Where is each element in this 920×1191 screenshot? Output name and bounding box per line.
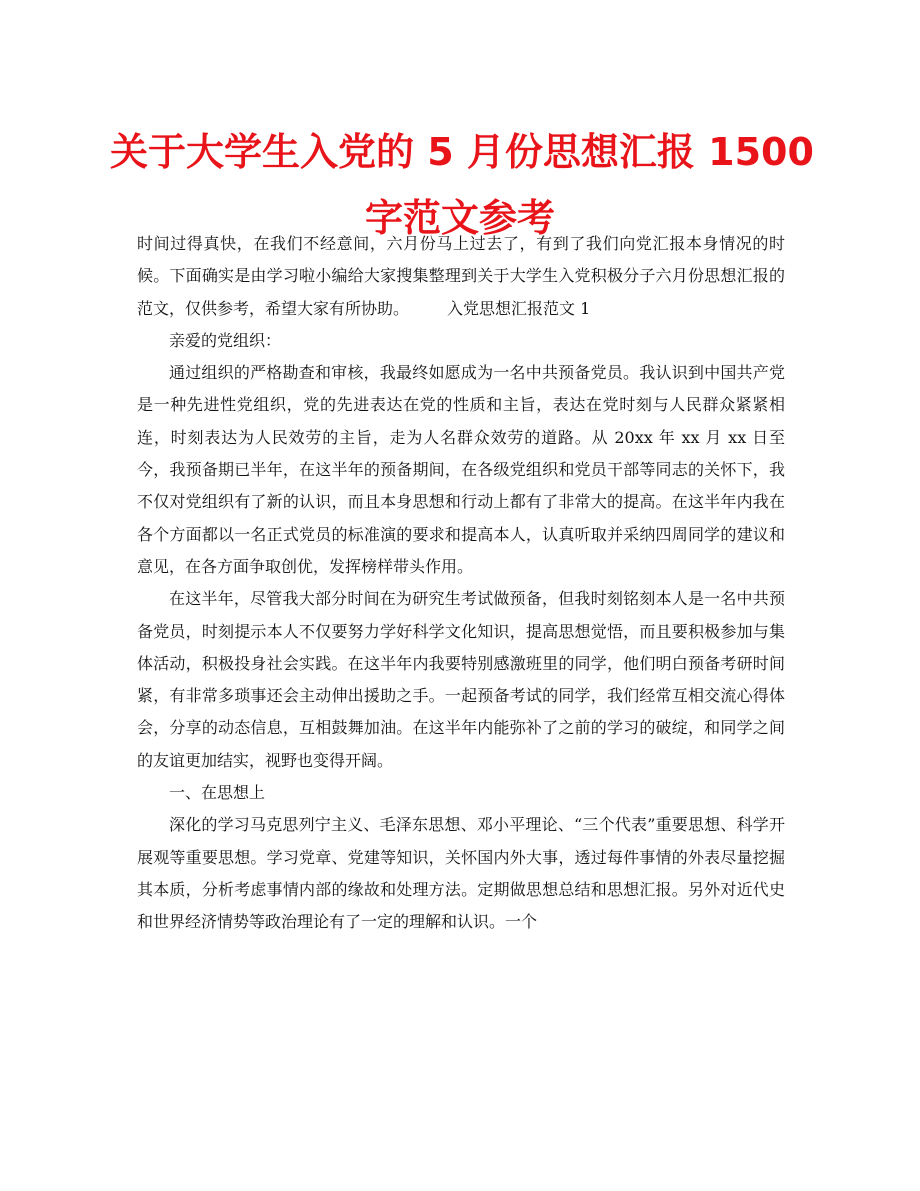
document-title-line-2: 字范文参考 [364, 196, 555, 240]
paragraph-3: 深化的学习马克思列宁主义、毛泽东思想、邓小平理论、“三个代表”重要思想、科学开展观等重要思想。学习党章、党建等知识，关怀国内外大事，透过每件事情的外表尽量挖掘其本质，分析考虑事情内部的缘故和处理方法。定期做思想总结和思想汇报。另外对近代史和世界经济情势等政治理论有了一定的理解和认识。一个 [137, 815, 785, 932]
document-body [137, 228, 785, 939]
section-heading-1: 一、在思想上 [169, 783, 266, 803]
paragraph-1: 通过组织的严格勘查和审核，我最终如愿成为一名中共预备党员。我认识到中国共产党是一种先进性党组织，党的先进表达在党的性质和主旨，表达在党时刻与人民群众紧紧相连，时刻表达为人民效劳的主旨，走为人名群众效劳的道路。从 20xx 年 xx 月 xx 日至今，我预备期已半年，在这半年的预备期间，在各级党组织和党员干部等同志的关怀下，我不仅对党组织有了新的认识，而且本身思想和行动上都有了非常大的提高。在这半年内我在各个方面都以一名正式党员的标准演的要求和提高本人，认真听取并采纳四周同学的建议和意见，在各方面争取创优，发挥榜样带头作用。 [137, 363, 785, 576]
document-title-line-1: 关于大学生入党的 5 月份思想汇报 1500 [110, 130, 814, 174]
sample-label: 入党思想汇报范文 1 [447, 298, 591, 318]
salutation: 亲爱的党组织： [169, 330, 282, 350]
paragraph-2: 在这半年，尽管我大部分时间在为研究生考试做预备，但我时刻铭刻本人是一名中共预备党员，时刻提示本人不仅要努力学好科学文化知识，提高思想觉悟，而且要积极参加与集体活动，积极投身社会实践。在这半年内我要特别感激班里的同学，他们明白预备考研时间紧，有非常多琐事还会主动伸出援助之手。一起预备考试的同学，我们经常互相交流心得体会，分享的动态信息，互相鼓舞加油。在这半年内能弥补了之前的学习的破绽，和同学之间的友谊更加结实，视野也变得开阔。 [137, 589, 785, 770]
intro-text: 时间过得真快，在我们不经意间，六月份马上过去了，有到了我们向党汇报本身情况的时候。下面确实是由学习啦小编给大家搜集整理到关于大学生入党积极分子六月份思想汇报的范文，仅供参考，希望大家有所协助。 [137, 234, 785, 318]
intro-paragraph [137, 228, 785, 325]
